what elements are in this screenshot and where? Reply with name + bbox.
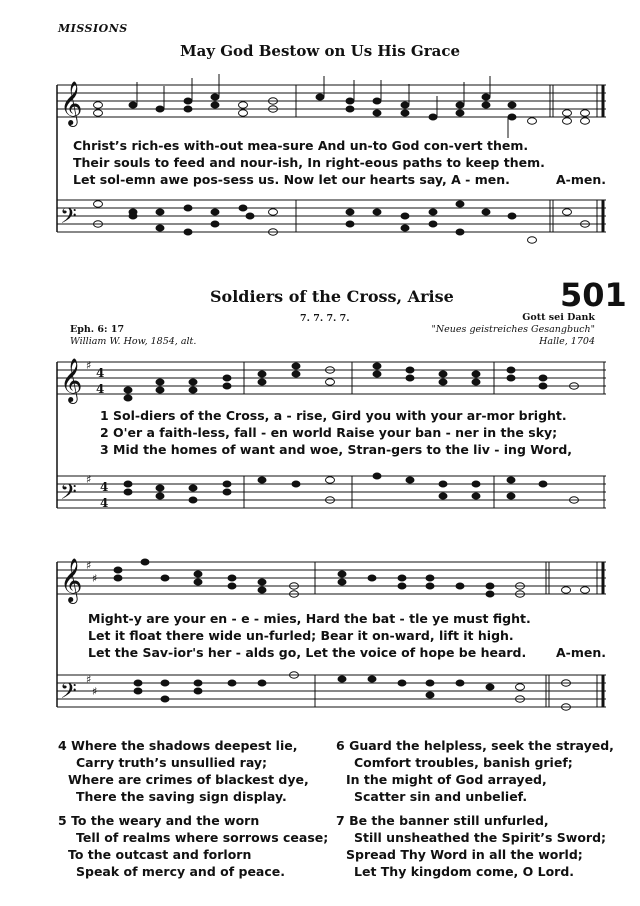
tune-name: Gott sei Dank: [522, 312, 595, 323]
verse-line: Let Thy kingdom come, O Lord.: [354, 864, 575, 879]
verse-line: Comfort troubles, banish grief;: [354, 755, 573, 770]
svg-text:𝄢: 𝄢: [60, 204, 77, 234]
svg-text:4: 4: [100, 496, 109, 510]
verse-6: [336, 737, 614, 805]
verse-number: 6: [336, 738, 345, 753]
verse-5: [58, 812, 328, 880]
verse-number: 7: [336, 813, 345, 828]
svg-text:𝄞: 𝄞: [60, 358, 83, 402]
svg-text:♯: ♯: [86, 473, 92, 486]
svg-text:4: 4: [100, 480, 109, 494]
tune-origin: Halle, 1704: [539, 336, 595, 347]
svg-text:𝄢: 𝄢: [60, 679, 77, 709]
scripture-reference: Eph. 6: 17: [70, 324, 125, 335]
system2-lyric-verse-2: Let it float there wide un-furled; Bear it on-ward, lift it high.: [88, 628, 514, 643]
hymn-a-title: May God Bestow on Us His Grace: [179, 42, 461, 60]
svg-text:4: 4: [96, 382, 105, 396]
verse-line: In the might of God arrayed,: [346, 772, 547, 787]
verse-line: Speak of mercy and of peace.: [76, 864, 285, 879]
hymn-b-title: Soldiers of the Cross, Arise: [210, 287, 454, 306]
verse-line: Spread Thy Word in all the world;: [346, 847, 583, 862]
svg-text:4: 4: [96, 366, 105, 380]
verse-7: [336, 812, 606, 880]
system2-lyric-verse-3: Let the Sav-ior's her - alds go, Let the voice of hope be heard.: [88, 645, 527, 660]
svg-text:♯: ♯: [86, 559, 92, 572]
verse-line: Tell of realms where sorrows cease;: [76, 830, 329, 845]
system1-lyric-verse-3: 3 Mid the homes of want and woe, Stran-gers to the liv - ing Word,: [100, 442, 573, 457]
system2-lyric-verse-1: Might-y are your en - e - mies, Hard the bat - tle ye must fight.: [88, 611, 531, 626]
svg-text:♯: ♯: [86, 673, 92, 686]
hymn-b-system2-treble: [57, 562, 606, 594]
hymn-meter: 7. 7. 7. 7.: [300, 313, 350, 324]
hymn-a-bass-staff: [57, 200, 606, 232]
system1-lyric-verse-2: 2 O'er a faith-less, fall - en world Raise your ban - ner in the sky;: [100, 425, 558, 440]
hymn-a-amen: A-men.: [556, 172, 607, 187]
verse-line: To the weary and the worn: [71, 813, 260, 828]
verse-line: Guard the helpless, seek the strayed,: [349, 738, 614, 753]
svg-text:𝄢: 𝄢: [60, 480, 77, 510]
svg-text:♯: ♯: [86, 359, 92, 372]
verse-line: To the outcast and forlorn: [68, 847, 252, 862]
svg-text:𝄞: 𝄞: [60, 81, 83, 125]
hymn-author: William W. How, 1854, alt.: [70, 336, 197, 347]
verse-line: Carry truth’s unsullied ray;: [76, 755, 268, 770]
tune-source: "Neues geistreiches Gesangbuch": [431, 324, 595, 335]
verse-line: Be the banner still unfurled,: [349, 813, 549, 828]
verse-line: There the saving sign display.: [76, 789, 287, 804]
hymn-number: 501: [560, 276, 627, 314]
hymn-a-lyric-line-3: Let sol-emn awe pos-sess us. Now let our hearts say, A - men.: [73, 172, 510, 187]
svg-text:♯: ♯: [92, 685, 98, 698]
svg-text:♯: ♯: [92, 572, 98, 585]
hymn-a-treble-staff: [57, 85, 606, 117]
verse-4: [58, 737, 309, 805]
hymn-a-lyric-line-2: Their souls to feed and nour-ish, In right-eous paths to keep them.: [73, 155, 545, 170]
hymn-a-lyric-line-1: Christ’s rich-es with-out mea-sure And un-to God con-vert them.: [73, 138, 529, 153]
verse-number: 5: [58, 813, 67, 828]
verse-line: Still unsheathed the Spirit’s Sword;: [354, 830, 607, 845]
system1-lyric-verse-1: 1 Sol-diers of the Cross, a - rise, Gird you with your ar-mor bright.: [100, 408, 567, 423]
verse-line: Where are crimes of blackest dye,: [68, 772, 309, 787]
verse-number: 4: [58, 738, 67, 753]
verse-line: Where the shadows deepest lie,: [71, 738, 298, 753]
verse-line: Scatter sin and unbelief.: [354, 789, 528, 804]
hymn-b-amen: A-men.: [556, 645, 607, 660]
svg-text:𝄞: 𝄞: [60, 558, 83, 602]
section-label: MISSIONS: [58, 22, 128, 35]
